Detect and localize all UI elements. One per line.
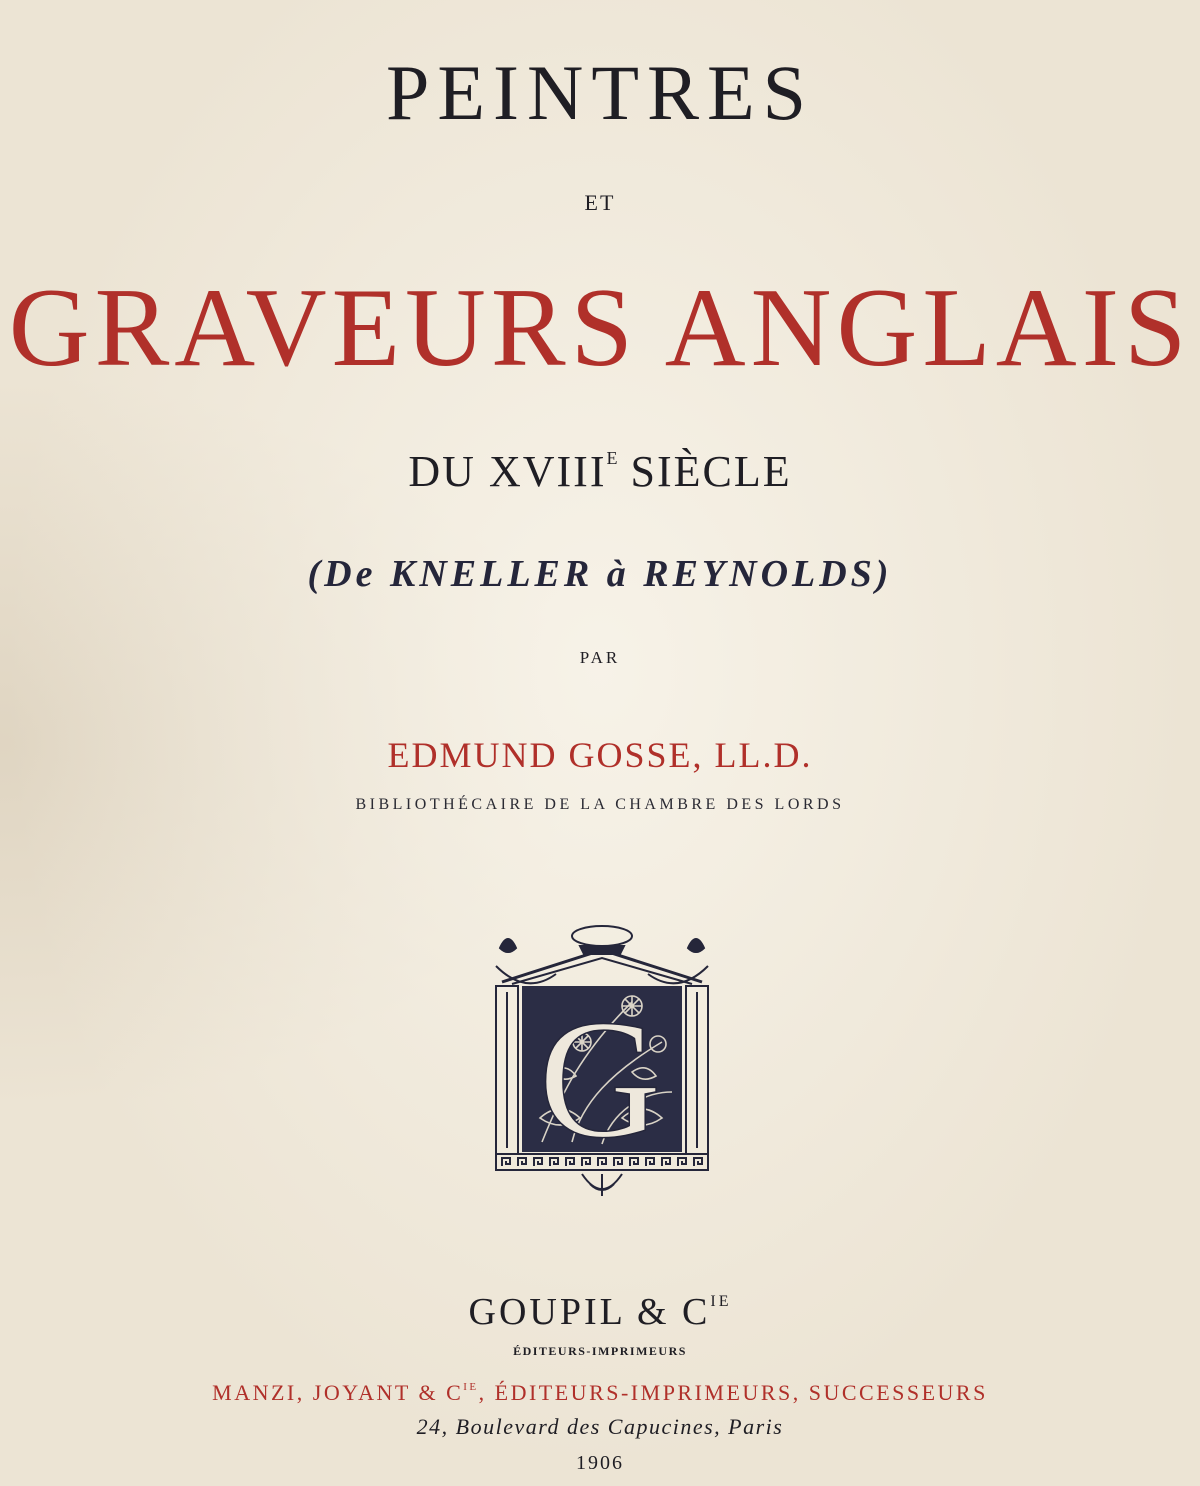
author-name: EDMUND GOSSE, LL.D. xyxy=(387,735,813,775)
publisher-name xyxy=(0,1290,1200,1334)
publisher-role: ÉDITEURS-IMPRIMEURS xyxy=(513,1344,687,1358)
century-prefix: DU XVIII xyxy=(408,447,607,496)
publisher-monogram-g-ornament-icon xyxy=(482,922,722,1200)
century-line xyxy=(0,446,1200,497)
title-line-graveurs-anglais: GRAVEURS ANGLAIS xyxy=(8,266,1192,390)
title-conjunction: ET xyxy=(584,190,616,215)
publisher-superscript: IE xyxy=(710,1293,732,1310)
publisher-prefix: GOUPIL & C xyxy=(468,1291,711,1333)
successors-suffix: , ÉDITEURS-IMPRIMEURS, SUCCESSEURS xyxy=(478,1380,988,1405)
century-superscript: E xyxy=(606,448,618,468)
successors-prefix: MANZI, JOYANT & C xyxy=(212,1380,464,1405)
publication-year: 1906 xyxy=(576,1452,624,1474)
successors-line xyxy=(0,1380,1200,1406)
publisher-address: 24, Boulevard des Capucines, Paris xyxy=(416,1414,784,1439)
subtitle-kneller-reynolds: (De KNELLER à REYNOLDS) xyxy=(307,553,893,595)
byline-par: PAR xyxy=(579,648,621,667)
successors-superscript: IE xyxy=(463,1381,479,1393)
monogram-letter: G xyxy=(538,985,662,1173)
title-line-peintres: PEINTRES xyxy=(385,49,815,136)
author-role: BIBLIOTHÉCAIRE DE LA CHAMBRE DES LORDS xyxy=(355,796,845,813)
century-suffix: SIÈCLE xyxy=(617,447,792,496)
